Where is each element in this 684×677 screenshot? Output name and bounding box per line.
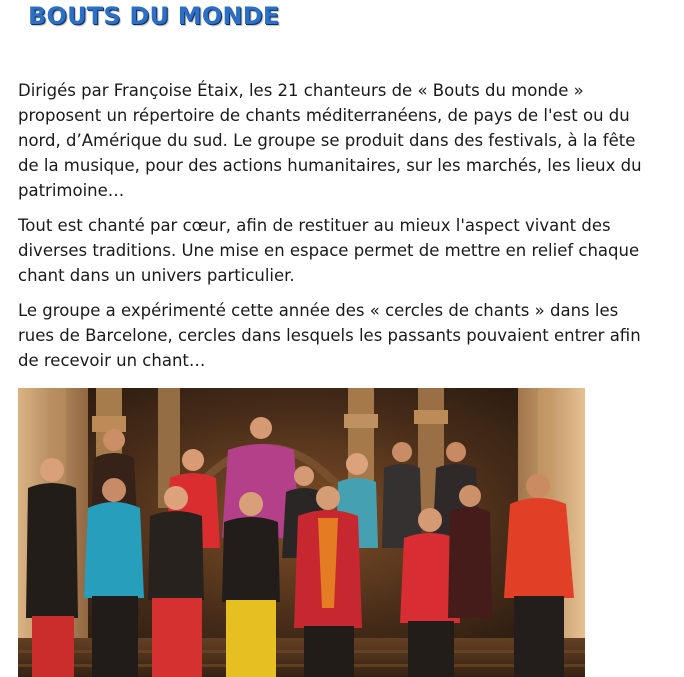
paragraph-circles: Le groupe a expérimenté cette année des « cercles de chants » dans les rues de Barcelone, cercles dans lesquels les passants pouvaient entrer afin de recevoir un chant…: [18, 301, 641, 370]
paragraph-intro: Dirigés par Françoise Étaix, les 21 chanteurs de « Bouts du monde » proposent un répertoire de chants méditerranéens, de pays de l'est ou du nord, d’Amérique du sud. Le groupe se produit dans des festivals, à la fête de la musique, pour des actions humanitaires, sur les marchés, les lieux du patrimoine…: [18, 81, 642, 200]
article-body: [18, 78, 658, 383]
paragraph-by-heart: Tout est chanté par cœur, afin de restituer au mieux l'aspect vivant des diverses traditions. Une mise en espace permet de mettre en relief chaque chant dans un univers particulier.: [18, 216, 640, 285]
page-title: BOUTS DU MONDE: [28, 2, 280, 30]
choir-group-photo: [18, 388, 585, 677]
